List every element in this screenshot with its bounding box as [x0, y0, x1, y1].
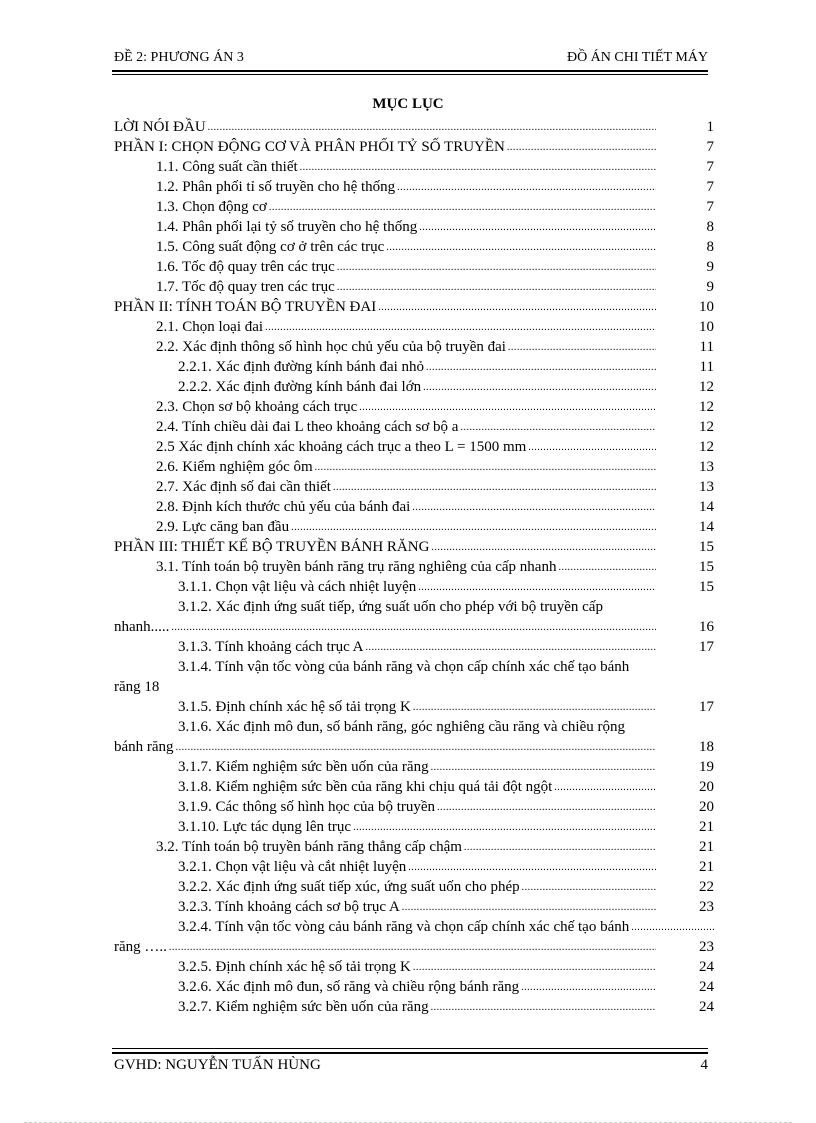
toc-leader-dots — [528, 437, 656, 457]
toc-leader-dots — [378, 297, 656, 317]
toc-page-number: 9 — [706, 279, 714, 295]
toc-page-number: 11 — [699, 359, 714, 375]
toc-leader-dots — [431, 757, 656, 777]
toc-leader-dots — [413, 697, 656, 717]
toc-leader-dots — [386, 237, 656, 257]
toc-page-number: 11 — [699, 339, 714, 355]
toc-entry-title: LỜI NÓI ĐẦU — [114, 119, 206, 135]
toc-entry — [114, 537, 714, 557]
toc-page-number: 15 — [699, 539, 714, 555]
toc-entry-title: răng ….. — [114, 939, 167, 955]
toc-leader-dots — [291, 517, 656, 537]
toc-entry-title: bánh răng — [114, 739, 174, 755]
toc-entry-title: 3.2.5. Định chính xác hệ số tải trọng K — [178, 959, 411, 975]
toc-leader-dots — [333, 477, 656, 497]
header-right: ĐỒ ÁN CHI TIẾT MÁY — [566, 50, 708, 65]
toc-page-number: 22 — [699, 879, 714, 895]
toc-page-number: 23 — [699, 939, 714, 955]
toc-entry — [114, 757, 714, 777]
toc-entry-title: 3.1.7. Kiểm nghiệm sức bền uốn của răng — [178, 759, 429, 775]
toc-leader-dots — [605, 597, 714, 617]
toc-leader-dots — [353, 817, 656, 837]
toc-entry — [114, 837, 714, 857]
toc-entry-title: 2.7. Xác định số đai cần thiết — [156, 479, 331, 495]
toc-entry — [114, 197, 714, 217]
toc-leader-dots — [554, 777, 656, 797]
footer-divider — [112, 1052, 708, 1054]
toc-page-number: 7 — [706, 159, 714, 175]
header-left: ĐỀ 2: PHƯƠNG ÁN 3 — [114, 50, 244, 65]
toc-entry — [114, 577, 714, 597]
toc-page-number: 24 — [699, 979, 714, 995]
toc-entry-title: 3.2.6. Xác định mô đun, số răng và chiều rộng bánh răng — [178, 979, 520, 995]
toc-page-number: 14 — [699, 519, 714, 535]
toc-page-number: 17 — [699, 639, 714, 655]
toc-entry — [114, 637, 714, 657]
toc-entry — [114, 117, 714, 137]
toc-entry — [114, 677, 714, 697]
page-header — [114, 48, 708, 70]
toc-leader-dots — [171, 617, 656, 637]
toc-entry-title: 2.2. Xác định thông số hình học chủ yếu của bộ truyền đai — [156, 339, 506, 355]
toc-leader-dots — [315, 457, 656, 477]
toc-entry — [114, 517, 714, 537]
toc-leader-dots — [418, 577, 656, 597]
toc-entry — [114, 237, 714, 257]
toc-entry-title: 1.6. Tốc độ quay trên các trục — [156, 259, 335, 275]
toc-leader-dots — [412, 497, 656, 517]
toc-leader-dots — [508, 337, 656, 357]
toc-entry-title: 3.1.8. Kiểm nghiệm sức bền của răng khi chịu quá tải đột ngột — [178, 779, 553, 795]
toc-entry-title: 3.1.10. Lực tác dụng lên trục — [178, 819, 352, 835]
toc-entry — [114, 497, 714, 517]
toc-entry-title: 3.1.9. Các thông số hình học của bộ truyền — [178, 799, 436, 815]
toc-leader-dots — [359, 397, 656, 417]
toc-entry — [114, 357, 714, 377]
toc-entry-title: 1.4. Phân phối lại tỷ số truyền cho hệ thống — [156, 219, 418, 235]
toc-page-number: 21 — [699, 819, 714, 835]
toc-page-number: 7 — [706, 139, 714, 155]
toc-entry — [114, 897, 714, 917]
toc-entry — [114, 857, 714, 877]
footer-left: GVHD: NGUYỄN TUẤN HÙNG — [114, 1057, 321, 1073]
toc-page-number: 10 — [699, 299, 714, 315]
toc-entry — [114, 797, 714, 817]
toc-entry — [114, 597, 714, 617]
toc-entry-title: 1.3. Chọn động cơ — [156, 199, 267, 215]
toc-entry-title: 3.1.6. Xác định mô đun, số bánh răng, góc nghiêng cầu răng và chiều rộng — [178, 719, 625, 735]
toc-page-number: 8 — [706, 239, 714, 255]
toc-leader-dots — [437, 797, 656, 817]
toc-page-number: 9 — [706, 259, 714, 275]
toc-entry-title: 2.2.1. Xác định đường kính bánh đai nhỏ — [178, 359, 425, 375]
toc-leader-dots — [631, 657, 714, 677]
toc-leader-dots — [176, 737, 656, 757]
toc-entry-title: 3.1.2. Xác định ứng suất tiếp, ứng suất uốn cho phép với bộ truyền cấp — [178, 599, 603, 615]
toc-entry-title: 2.3. Chọn sơ bộ khoảng cách trục — [156, 399, 358, 415]
toc-entry-title: 3.1.5. Định chính xác hệ số tải trọng K — [178, 699, 411, 715]
toc-entry — [114, 817, 714, 837]
toc-entry — [114, 177, 714, 197]
toc-leader-dots — [558, 557, 656, 577]
toc-page-number: 20 — [699, 799, 714, 815]
toc-entry-title: 1.2. Phân phối tỉ số truyền cho hệ thống — [156, 179, 396, 195]
toc-leader-dots — [408, 857, 656, 877]
toc-page-number: 1 — [706, 119, 714, 135]
toc-leader-dots — [419, 217, 656, 237]
toc-entry — [114, 697, 714, 717]
toc-leader-dots — [161, 677, 714, 697]
toc-page-number: 13 — [699, 459, 714, 475]
toc-entry-title: răng 18 — [114, 679, 160, 695]
toc-entry-title: 3.2.2. Xác định ứng suất tiếp xúc, ứng suất uốn cho phép — [178, 879, 520, 895]
toc-entry-title: 3.2. Tính toán bộ truyền bánh răng thẳng cấp chậm — [156, 839, 462, 855]
toc-entry — [114, 297, 714, 317]
toc-page-number: 12 — [699, 379, 714, 395]
toc-entry — [114, 657, 714, 677]
toc-entry — [114, 617, 714, 637]
page-title: MỤC LỤC — [372, 96, 444, 112]
toc-entry — [114, 477, 714, 497]
toc-entry-title: 3.1.4. Tính vận tốc vòng của bánh răng và chọn cấp chính xác chế tạo bánh — [178, 659, 630, 675]
toc-leader-dots — [269, 197, 656, 217]
toc-entry-title: 2.4. Tính chiều dài đai L theo khoảng cách sơ bộ a — [156, 419, 459, 435]
toc-leader-dots — [169, 937, 656, 957]
toc-page-number: 14 — [699, 499, 714, 515]
toc-entry — [114, 417, 714, 437]
toc-entry-title: 2.1. Chọn loại đai — [156, 319, 264, 335]
toc-entry — [114, 717, 714, 737]
toc-entry-title: 2.6. Kiểm nghiệm góc ôm — [156, 459, 313, 475]
header-divider — [112, 74, 708, 75]
toc-entry — [114, 877, 714, 897]
table-of-contents — [114, 117, 714, 1017]
toc-page-number: 10 — [699, 319, 714, 335]
toc-page-number: 21 — [699, 839, 714, 855]
toc-page-number: 24 — [699, 999, 714, 1015]
toc-entry-title: 3.1.1. Chọn vật liệu và cách nhiệt luyện — [178, 579, 417, 595]
toc-entry-title: 3.2.7. Kiểm nghiệm sức bền uốn của răng — [178, 999, 429, 1015]
toc-leader-dots — [507, 137, 656, 157]
toc-leader-dots — [464, 837, 656, 857]
toc-leader-dots — [431, 997, 656, 1017]
toc-entry — [114, 337, 714, 357]
toc-page-number: 17 — [699, 699, 714, 715]
toc-page-number: 19 — [699, 759, 714, 775]
toc-leader-dots — [397, 177, 656, 197]
toc-page-number: 7 — [706, 179, 714, 195]
toc-entry — [114, 977, 714, 997]
toc-entry — [114, 737, 714, 757]
footer-divider — [112, 1048, 708, 1049]
toc-page-number: 23 — [699, 899, 714, 915]
toc-page-number: 12 — [699, 419, 714, 435]
toc-entry-title: PHẦN II: TÍNH TOÁN BỘ TRUYỀN ĐAI — [114, 299, 377, 315]
toc-entry-title: 3.1.3. Tính khoảng cách trục A — [178, 639, 364, 655]
toc-entry-title: 1.7. Tốc độ quay tren các trục — [156, 279, 335, 295]
toc-entry — [114, 937, 714, 957]
toc-leader-dots — [208, 117, 656, 137]
toc-entry — [114, 257, 714, 277]
toc-leader-dots — [402, 897, 656, 917]
toc-leader-dots — [522, 877, 656, 897]
toc-entry-title: 2.5 Xác định chính xác khoảng cách trục a theo L = 1500 mm — [156, 439, 527, 455]
page-number: 4 — [700, 1057, 708, 1073]
toc-entry-title: 3.2.1. Chọn vật liệu và cắt nhiệt luyện — [178, 859, 407, 875]
toc-entry — [114, 397, 714, 417]
toc-page-number: 8 — [706, 219, 714, 235]
toc-page-number: 15 — [699, 579, 714, 595]
toc-leader-dots — [337, 277, 656, 297]
toc-entry — [114, 917, 714, 937]
toc-leader-dots — [631, 917, 714, 937]
toc-page-number: 20 — [699, 779, 714, 795]
header-divider — [112, 70, 708, 72]
toc-leader-dots — [460, 417, 656, 437]
toc-entry-title: 2.8. Định kích thước chủ yếu của bánh đai — [156, 499, 411, 515]
toc-entry — [114, 957, 714, 977]
toc-entry-title: 3.2.4. Tính vận tốc vòng cảu bánh răng và chọn cấp chính xác chế tạo bánh — [178, 919, 630, 935]
toc-page-number: 12 — [699, 399, 714, 415]
toc-entry — [114, 997, 714, 1017]
toc-page-number: 7 — [706, 199, 714, 215]
toc-leader-dots — [300, 157, 656, 177]
toc-leader-dots — [521, 977, 656, 997]
toc-entry — [114, 137, 714, 157]
toc-entry — [114, 377, 714, 397]
toc-page-number: 24 — [699, 959, 714, 975]
toc-leader-dots — [627, 717, 714, 737]
toc-entry-title: nhanh..... — [114, 619, 170, 635]
toc-entry — [114, 437, 714, 457]
toc-page-number: 18 — [699, 739, 714, 755]
toc-entry — [114, 777, 714, 797]
toc-entry — [114, 277, 714, 297]
toc-leader-dots — [337, 257, 656, 277]
toc-entry — [114, 157, 714, 177]
toc-leader-dots — [423, 377, 656, 397]
toc-entry-title: 3.1. Tính toán bộ truyền bánh răng trụ răng nghiêng của cấp nhanh — [156, 559, 557, 575]
toc-entry-title: 2.2.2. Xác định đường kính bánh đai lớn — [178, 379, 422, 395]
toc-entry-title: PHẦN I: CHỌN ĐỘNG CƠ VÀ PHÂN PHỐI TỶ SỐ TRUYỀN — [114, 139, 505, 155]
toc-leader-dots — [265, 317, 656, 337]
toc-entry — [114, 557, 714, 577]
toc-entry — [114, 457, 714, 477]
toc-page-number: 13 — [699, 479, 714, 495]
toc-entry-title: 3.2.3. Tính khoảng cách sơ bộ trục A — [178, 899, 400, 915]
toc-entry-title: 1.1. Công suất cần thiết — [156, 159, 298, 175]
toc-page-number: 16 — [699, 619, 714, 635]
toc-page-number: 15 — [699, 559, 714, 575]
toc-leader-dots — [366, 637, 656, 657]
toc-leader-dots — [431, 537, 656, 557]
toc-entry — [114, 317, 714, 337]
toc-leader-dots — [413, 957, 656, 977]
toc-entry-title: 2.9. Lực căng ban đầu — [156, 519, 290, 535]
toc-page-number: 21 — [699, 859, 714, 875]
toc-page-number: 12 — [699, 439, 714, 455]
toc-leader-dots — [426, 357, 656, 377]
toc-entry-title: 1.5. Công suất động cơ ở trên các trục — [156, 239, 385, 255]
toc-entry — [114, 217, 714, 237]
toc-entry-title: PHẦN III: THIẾT KẾ BỘ TRUYỀN BÁNH RĂNG — [114, 539, 430, 555]
